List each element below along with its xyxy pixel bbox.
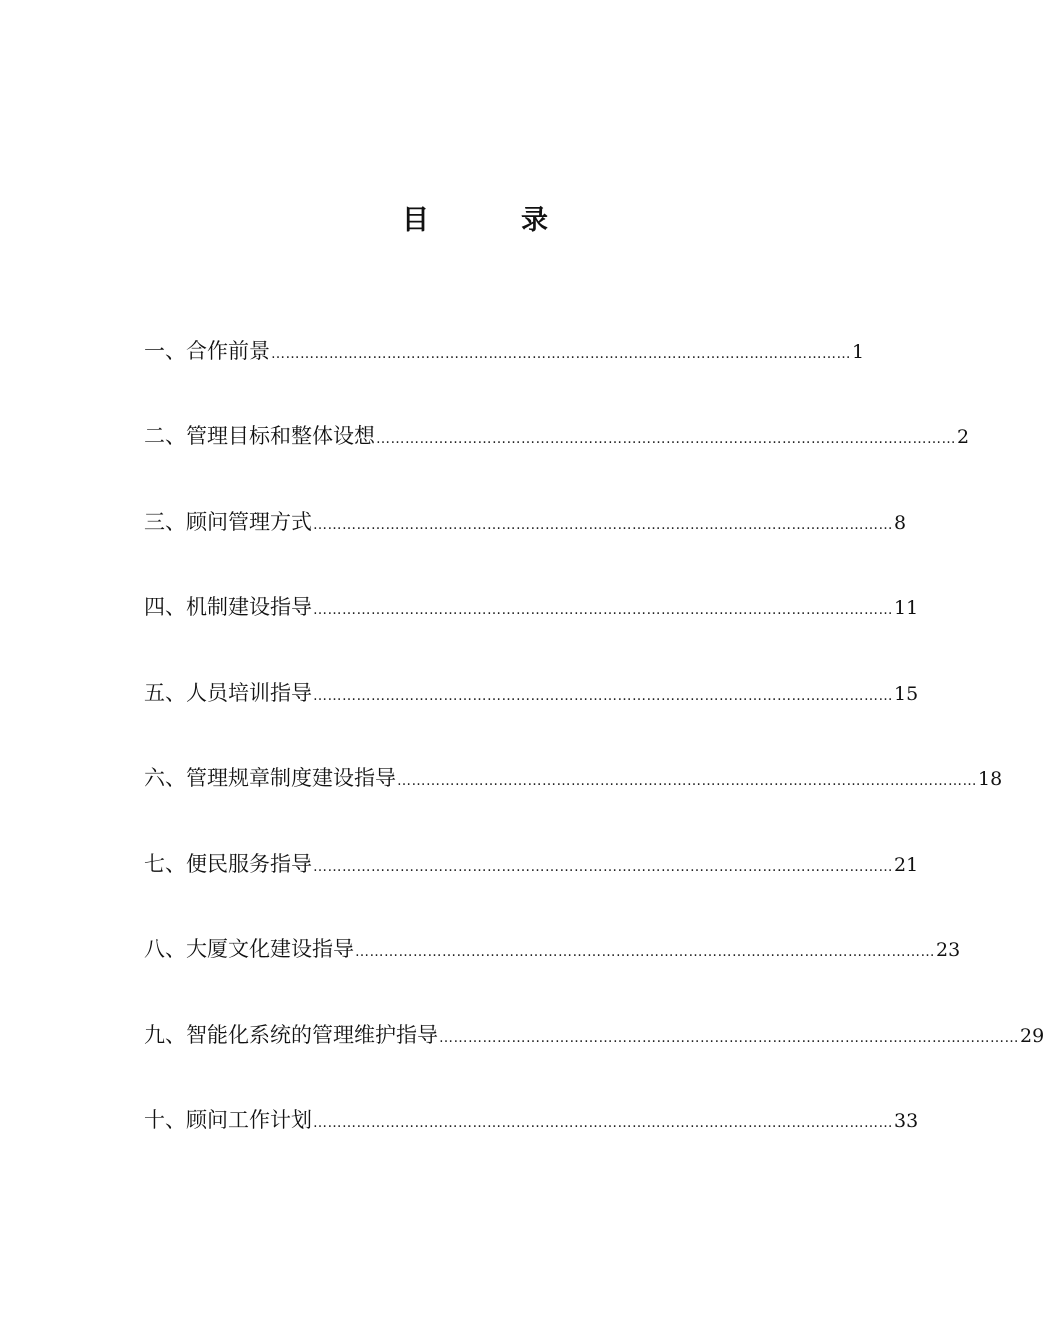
- toc-dot-leader: …………………………………………………………………………………………………………: [313, 688, 893, 704]
- toc-entry-page: 1: [852, 341, 865, 363]
- toc-entry-4[interactable]: [144, 592, 919, 622]
- toc-entry-5[interactable]: [144, 678, 919, 708]
- title-char-1: 目: [402, 205, 429, 236]
- toc-entry-page: 2: [957, 426, 970, 448]
- toc-entry-8[interactable]: [144, 934, 961, 964]
- toc-entry-label: 管理目标和整体设想: [186, 424, 375, 448]
- toc-entry-label: 智能化系统的管理维护指导: [186, 1023, 438, 1047]
- toc-entry-number: 七、: [144, 852, 186, 876]
- toc-entry-7[interactable]: [144, 849, 919, 879]
- toc-entry-number: 八、: [144, 937, 186, 961]
- toc-dot-leader: …………………………………………………………………………………………………………: [271, 346, 851, 362]
- toc-entry-2[interactable]: [144, 421, 970, 451]
- toc-entry-3[interactable]: [144, 507, 907, 537]
- toc-entry-page: 33: [894, 1110, 919, 1132]
- toc-entry-label: 便民服务指导: [186, 852, 312, 876]
- toc-entry-6[interactable]: [144, 763, 1003, 793]
- toc-dot-leader: …………………………………………………………………………………………………………: [313, 1115, 893, 1131]
- toc-entry-number: 十、: [144, 1108, 186, 1132]
- toc-dot-leader: …………………………………………………………………………………………………………: [439, 1030, 1019, 1046]
- toc-entry-number: 三、: [144, 510, 186, 534]
- toc-dot-leader: …………………………………………………………………………………………………………: [313, 859, 893, 875]
- toc-dot-leader: …………………………………………………………………………………………………………: [397, 773, 977, 789]
- toc-entry-number: 五、: [144, 681, 186, 705]
- toc-entry-page: 23: [936, 939, 961, 961]
- toc-entry-number: 四、: [144, 595, 186, 619]
- page-title: [0, 198, 950, 237]
- toc-entry-page: 11: [894, 597, 919, 619]
- toc-entry-page: 15: [894, 683, 919, 705]
- toc-entry-label: 大厦文化建设指导: [186, 937, 354, 961]
- toc-entry-page: 18: [978, 768, 1003, 790]
- toc-entry-label: 人员培训指导: [186, 681, 312, 705]
- toc-entry-number: 一、: [144, 339, 186, 363]
- toc-dot-leader: …………………………………………………………………………………………………………: [313, 602, 893, 618]
- toc-entry-page: 21: [894, 854, 919, 876]
- toc-entry-label: 顾问工作计划: [186, 1108, 312, 1132]
- toc-dot-leader: …………………………………………………………………………………………………………: [376, 431, 956, 447]
- toc-entry-number: 六、: [144, 766, 186, 790]
- toc-dot-leader: …………………………………………………………………………………………………………: [355, 944, 935, 960]
- toc-entry-page: 8: [894, 512, 907, 534]
- toc-entry-1[interactable]: [144, 336, 865, 366]
- toc-entry-label: 机制建设指导: [186, 595, 312, 619]
- toc-entry-page: 29: [1020, 1025, 1044, 1047]
- toc-dot-leader: …………………………………………………………………………………………………………: [313, 517, 893, 533]
- toc-entry-label: 管理规章制度建设指导: [186, 766, 396, 790]
- toc-entry-number: 二、: [144, 424, 186, 448]
- toc-entry-number: 九、: [144, 1023, 186, 1047]
- toc-entry-label: 顾问管理方式: [186, 510, 312, 534]
- toc-entry-10[interactable]: [144, 1105, 919, 1135]
- toc-entry-label: 合作前景: [186, 339, 270, 363]
- toc-entry-9[interactable]: [144, 1020, 1044, 1050]
- title-char-2: 录: [521, 205, 548, 236]
